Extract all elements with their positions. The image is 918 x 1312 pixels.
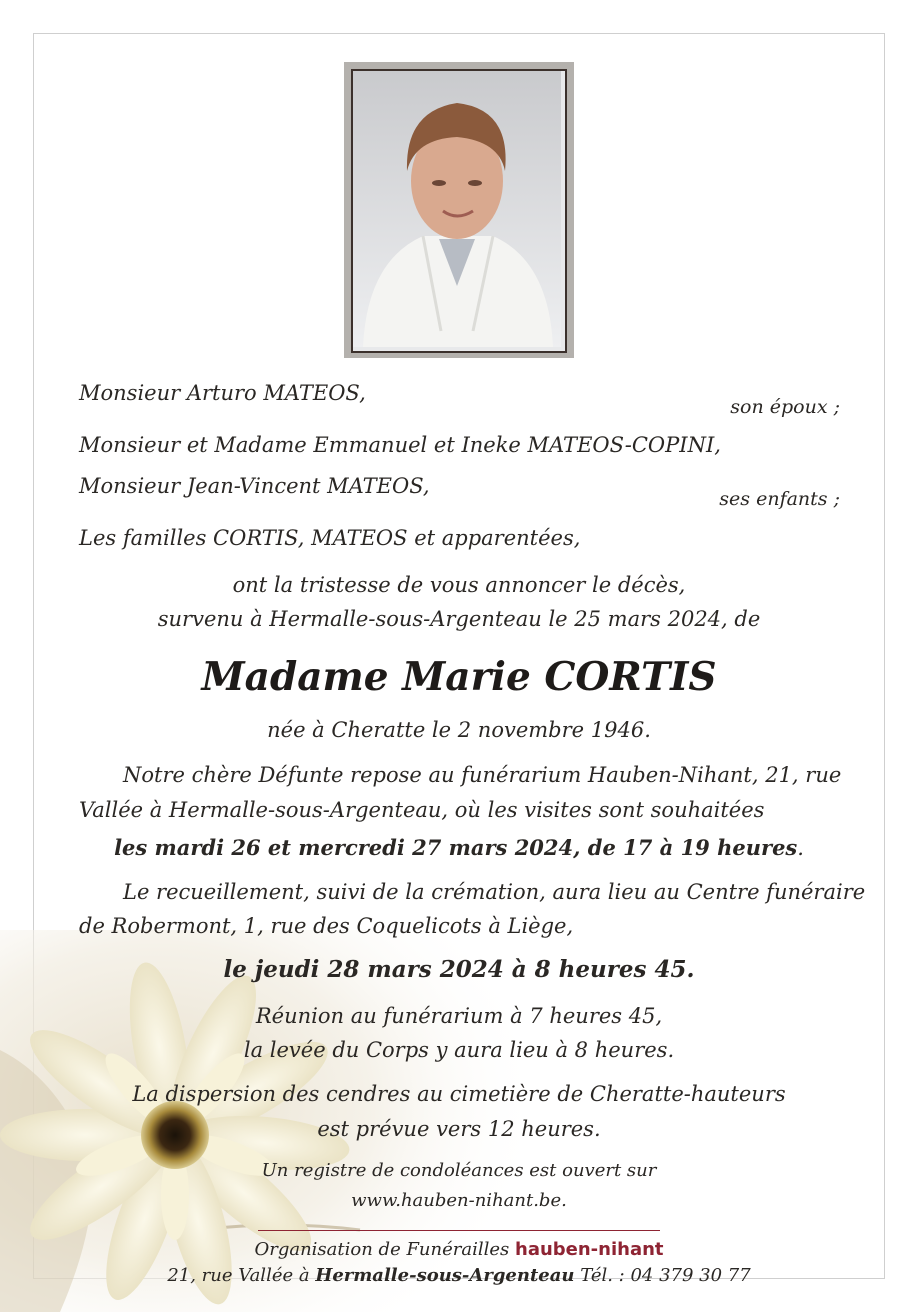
ceremony-line-2: de Robermont, 1, rue des Coquelicots à Liège, <box>79 914 574 938</box>
ceremony-line-1: Le recueillement, suivi de la crémation, aura lieu au Centre funéraire <box>123 880 866 904</box>
meeting-line-2: la levée du Corps y aura lieu à 8 heures. <box>243 1038 675 1062</box>
visits-line-2: Vallée à Hermalle-sous-Argenteau, où les visites sont souhaitées <box>79 798 765 822</box>
family-husband-name: Monsieur Arturo MATEOS, <box>79 381 366 405</box>
portrait-frame <box>344 62 574 358</box>
visits-dates-end: . <box>797 836 804 860</box>
footer-divider <box>258 1230 660 1231</box>
visits-dates-bold: les mardi 26 et mercredi 27 mars 2024, de 17 à 19 heures <box>114 835 798 860</box>
deceased-name: Madame Marie CORTIS <box>201 654 717 700</box>
deceased-birth: née à Cheratte le 2 novembre 1946. <box>267 718 651 742</box>
family-child-2-name: Monsieur Jean-Vincent MATEOS, <box>79 474 430 498</box>
family-husband-role: son époux ; <box>730 396 840 418</box>
family-children-role: ses enfants ; <box>719 488 840 510</box>
footer-organisation <box>0 1239 918 1261</box>
footer-phone: Tél. : 04 379 30 77 <box>574 1265 751 1286</box>
announcement-line-2: survenu à Hermalle-sous-Argenteau le 25 mars 2024, de <box>157 607 761 631</box>
dispersion-line-1: La dispersion des cendres au cimetière de Cheratte-hauteurs <box>132 1082 786 1106</box>
ceremony-date <box>0 956 918 985</box>
visits-dates <box>0 835 918 861</box>
condolences-line-1: Un registre de condoléances est ouvert sur <box>261 1160 657 1181</box>
ceremony-date-bold: le jeudi 28 mars 2024 à 8 heures 45 <box>223 956 687 983</box>
dispersion-line-2: est prévue vers 12 heures. <box>317 1117 601 1141</box>
footer-address-prefix: 21, rue Vallée à <box>167 1265 316 1286</box>
visits-line-1: Notre chère Défunte repose au funérarium Hauben-Nihant, 21, rue <box>123 763 842 787</box>
portrait-photo <box>351 69 567 353</box>
meeting-line-1: Réunion au funérarium à 7 heures 45, <box>255 1004 663 1028</box>
brand-logo: hauben-nihant <box>515 1239 664 1260</box>
family-relatives: Les familles CORTIS, MATEOS et apparentées, <box>79 526 581 550</box>
family-child-1-name: Monsieur et Madame Emmanuel et Ineke MATEOS-COPINI, <box>79 433 721 457</box>
footer-address <box>0 1265 918 1287</box>
announcement-line-1: ont la tristesse de vous annoncer le décès, <box>232 573 686 597</box>
footer-org-prefix: Organisation de Funérailles <box>254 1239 515 1260</box>
condolences-link[interactable]: www.hauben-nihant.be. <box>351 1190 567 1211</box>
portrait-icon <box>353 71 561 347</box>
footer-address-town: Hermalle-sous-Argenteau <box>315 1265 575 1286</box>
ceremony-date-end: . <box>686 956 695 983</box>
